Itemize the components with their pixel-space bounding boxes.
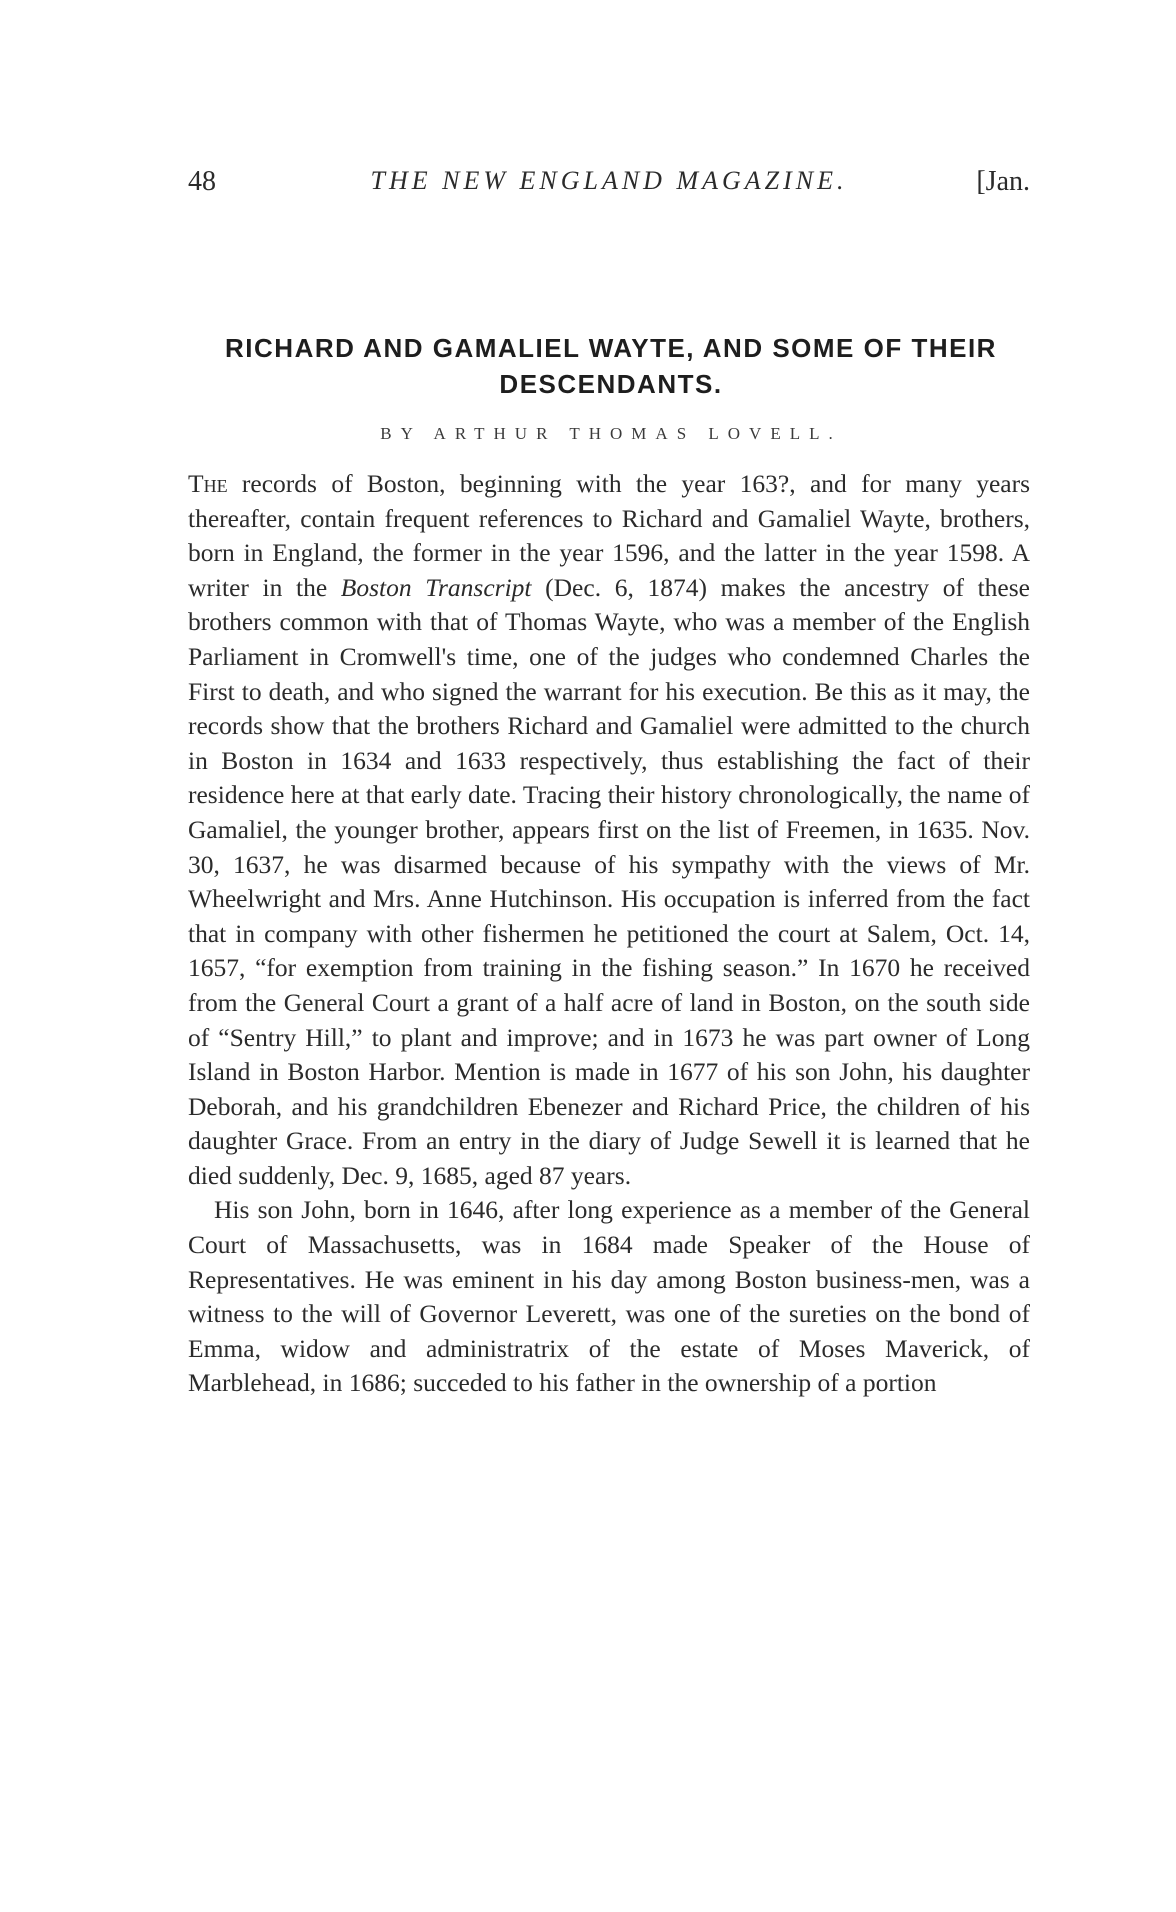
page-number: 48 (188, 166, 216, 197)
paragraph-1-text-a: records of Boston, beginning with the year 163?, and for many years thereafter, contain frequent references to Richard and Gamaliel Wayte, brothers, born in England, the former in the year 1596, and the latter in the year 1598. A writer in the (188, 469, 1030, 602)
paragraph-2: His son John, born in 1646, after long experience as a member of the General Court of Massachusetts, was in 1684 made Speaker of the House of Representatives. He was eminent in his day among Boston business-men, was a witness to the will of Governor Leverett, was one of the sureties on the bond of Emma, widow and administratrix of the estate of Moses Maverick, of Marblehead, in 1686; succeded to his father in the ownership of a portion (188, 1195, 1030, 1398)
journal-title: THE NEW ENGLAND MAGAZINE. (370, 166, 848, 195)
paragraph-1 (188, 467, 1030, 1193)
running-header (188, 166, 1030, 206)
article-body (188, 467, 1030, 1401)
newspaper-title: Boston Transcript (340, 572, 532, 602)
article-byline: BY ARTHUR THOMAS LOVELL. (380, 424, 842, 443)
paragraph-opening-words: The (188, 469, 228, 498)
issue-month: [Jan. (976, 166, 1030, 197)
paragraph-1-text-b: (Dec. 6, 1874) makes the ancestry of these brothers common with that of Thomas Wayte, who was a member of the English Parliament in Cromwell's time, one of the judges who condemned Charles the First to death, and who signed the warrant for his execution. Be this as it may, the records show that the brothers Richard and Gamaliel were admitted to the church in Boston in 1634 and 1633 respectively, thus establishing the fact of their residence here at that early date. Tracing their history chronologically, the name of Gamaliel, the younger brother, appears first on the list of Freemen, in 1635. Nov. 30, 1637, he was disarmed because of his sympathy with the views of Mr. Wheelwright and Mrs. Anne Hutchinson. His occupation is inferred from the fact that in company with other fishermen he petitioned the court at Salem, Oct. 14, 1657, “for exemption from training in the fishing season.” In 1670 he received from the General Court a grant of a half acre of land in Boston, on the south side of “Sentry Hill,” to plant and improve; and in 1673 he was part owner of Long Island in Boston Harbor. Mention is made in 1677 of his son John, his daughter Deborah, and his grandchildren Ebenezer and Richard Price, the children of his daughter Grace. From an entry in the diary of Judge Sewell it is learned that he died suddenly, Dec. 9, 1685, aged 87 years. (188, 572, 1030, 1190)
article-title: RICHARD AND GAMALIEL WAYTE, AND SOME OF THEIR DESCENDANTS. (225, 333, 997, 399)
